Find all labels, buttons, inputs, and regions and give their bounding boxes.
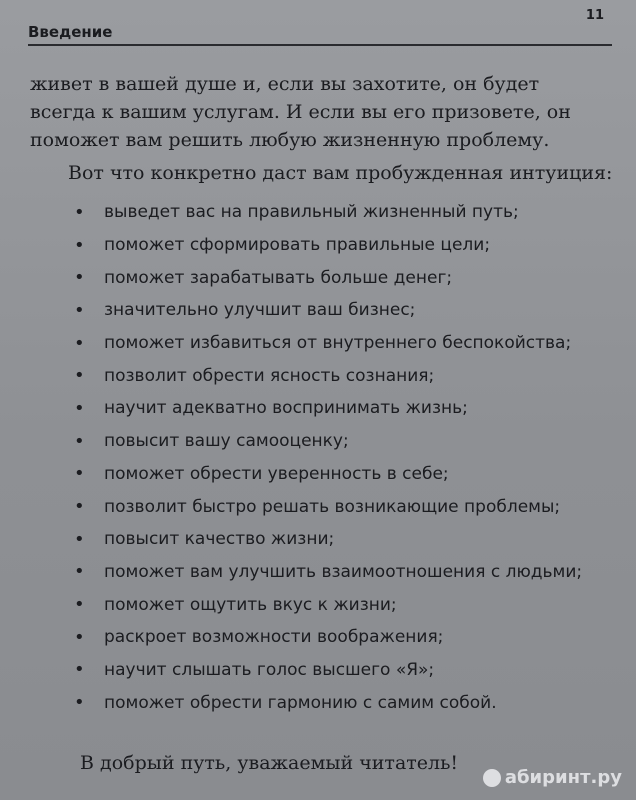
list-item <box>74 458 582 491</box>
bullet-dot: • <box>74 626 85 648</box>
bullet-dot: • <box>74 561 85 583</box>
list-item-text: поможет сформировать правильные цели; <box>104 235 491 256</box>
bullet-dot: • <box>74 267 85 289</box>
list-item-text: значительно улучшит ваш бизнес; <box>104 300 416 321</box>
bullet-dot: • <box>74 234 85 256</box>
bullet-dot: • <box>74 397 85 419</box>
bullet-dot: • <box>74 594 85 616</box>
list-item-text: позволит обрести ясность сознания; <box>104 365 435 386</box>
bullet-dot: • <box>74 201 85 223</box>
list-item <box>74 196 582 229</box>
list-item <box>74 425 582 458</box>
list-item <box>74 392 582 425</box>
list-item-text: повысит качество жизни; <box>104 529 335 550</box>
bullet-dot: • <box>74 463 85 485</box>
list-item-text: поможет обрести гармонию с самим собой. <box>104 692 497 713</box>
bullet-dot: • <box>74 365 85 387</box>
list-item <box>74 588 582 621</box>
list-item-text: поможет ощутить вкус к жизни; <box>104 594 397 615</box>
bullet-dot: • <box>74 299 85 321</box>
list-item <box>74 294 582 327</box>
intro-paragraph: живет в вашей душе и, если вы захотите, он будет всегда к вашим услугам. И если вы его призовете, он поможет вам решить любую жизненную проблему. <box>30 73 571 151</box>
benefits-list <box>74 196 582 719</box>
list-item-text: поможет обрести уверенность в себе; <box>104 463 449 484</box>
list-item <box>74 327 582 360</box>
bullet-dot: • <box>74 692 85 714</box>
bullet-dot: • <box>74 430 85 452</box>
list-item-text: поможет вам улучшить взаимоотношения с людьми; <box>104 561 583 582</box>
list-item <box>74 490 582 523</box>
list-item-text: позволит быстро решать возникающие проблемы; <box>104 496 561 517</box>
bullet-dot: • <box>74 659 85 681</box>
list-item <box>74 229 582 262</box>
bullet-dot: • <box>74 332 85 354</box>
list-item-text: поможет избавиться от внутреннего беспокойства; <box>104 333 572 354</box>
section-title: Введение <box>28 23 113 41</box>
labirint-logo-icon <box>483 769 501 787</box>
list-item <box>74 556 582 589</box>
watermark-text: абиринт.ру <box>504 767 622 788</box>
list-lead-sentence: Вот что конкретно даст вам пробужденная интуиция: <box>68 162 613 184</box>
list-item <box>74 686 582 719</box>
bullet-dot: • <box>74 496 85 518</box>
list-item-text: поможет зарабатывать больше денег; <box>104 267 453 288</box>
watermark <box>483 767 622 788</box>
page-number: 11 <box>585 8 604 23</box>
list-item-text: научит адекватно воспринимать жизнь; <box>104 398 468 419</box>
list-item-text: научит слышать голос высшего «Я»; <box>104 659 435 680</box>
list-item <box>74 359 582 392</box>
list-item <box>74 261 582 294</box>
closing-sentence: В добрый путь, уважаемый читатель! <box>80 752 459 774</box>
list-item <box>74 523 582 556</box>
list-item <box>74 654 582 687</box>
page-header <box>28 8 612 46</box>
list-item-text: повысит вашу самооценку; <box>104 431 349 452</box>
bullet-dot: • <box>74 528 85 550</box>
list-item <box>74 621 582 654</box>
list-item-text: раскроет возможности воображения; <box>104 627 444 648</box>
list-item-text: выведет вас на правильный жизненный путь; <box>104 202 519 223</box>
